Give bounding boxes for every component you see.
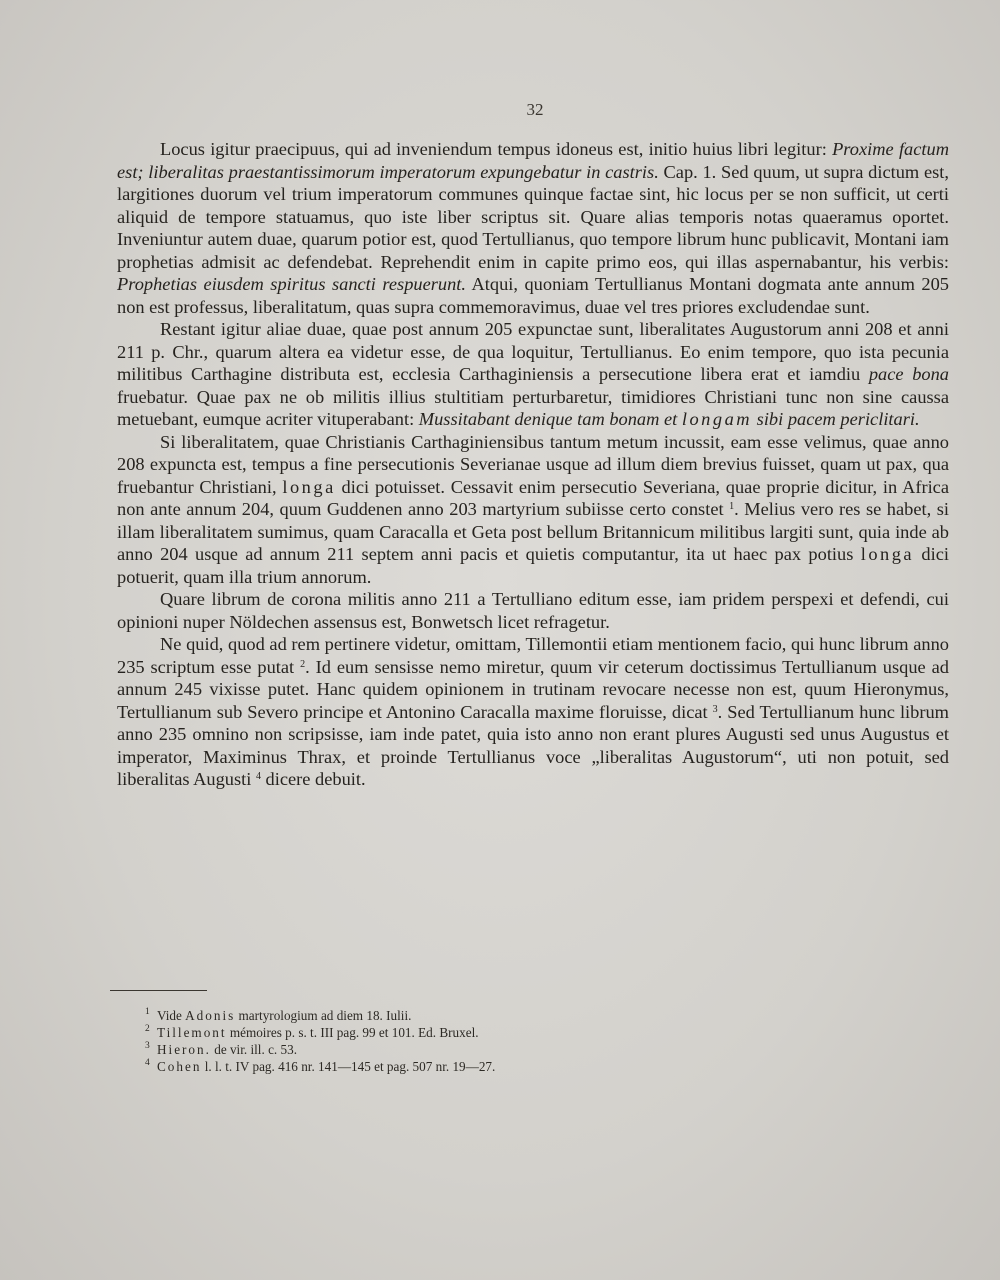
footnote-text: mémoires p. s. t. III pag. 99 et 101. Ed. Bruxel.	[226, 1025, 479, 1040]
text-run: Quare librum de corona militis anno 211 a Tertulliano editum esse, iam pridem perspexi et defendi, cui opinioni nuper Nöldechen assensus est, Bonwetsch licet refragetur.	[117, 589, 949, 632]
footnote	[145, 1058, 717, 1075]
italic-text: Prophetias eiusdem spiritus sancti respuerunt.	[117, 274, 467, 294]
italic-text: sibi pacem periclitari.	[752, 409, 920, 429]
footnote-text: de vir. ill. c. 53.	[210, 1042, 297, 1057]
footnote-author: Hieron.	[157, 1042, 211, 1057]
footnote-number: 2	[145, 1024, 150, 1034]
italic-text: pace bona	[868, 364, 949, 384]
text-run: dici potuerit, quam illa trium annorum.	[117, 544, 949, 587]
footnote	[145, 1041, 717, 1058]
text-run: fruebatur. Quae pax ne ob militis illius stultitiam perturbaretur, timidiores Christiani tunc non sine caussa metuebant, eumque acriter vituperabant:	[117, 386, 949, 429]
footnote-text: martyrologium ad diem 18. Iulii.	[235, 1008, 412, 1023]
footnote-author: Tillemont	[157, 1025, 227, 1040]
text-run: . Id eum sensisse nemo miretur, quum vir ceterum doctissimus Tertullianum usque ad annum 245 vixisse putet. Hanc quidem opinionem in trutinam revocare necesse non est, quum Hieronymus, Tertullianum sub Severo principe et Antonino Caracalla maxime floruisse, dicat	[117, 656, 950, 722]
text-run: Cap. 1. Sed quum, ut supra dictum est, largitiones duorum vel trium imperatorum communes quinque factae sint, hic locus per se non sufficit, ut certi aliquid de tempore statuamus, quo iste liber scriptus sit. Quare alias temporis notas quaeramus oportet. Inveniuntur autem duae, quarum potior est, quod Tertullianus, quo tempore librum hunc publicavit, Montani iam prophetias admisit ac defendebat. Reprehendit enim in capite primo eos, qui illas aspernabantur, his verbis:	[117, 161, 949, 272]
footnote-ref: 3	[712, 703, 718, 715]
footnotes	[145, 1007, 717, 1075]
text-run: dici potuisset. Cessavit enim persecutio Severiana, quae proprie dicitur, in Africa non ante annum 204, quum Guddenen anno 203 martyrium subiisse certo constet	[117, 476, 950, 519]
footnote-ref: 2	[300, 658, 306, 670]
footnote-author: Adonis	[185, 1008, 236, 1023]
footnote-text: Vide	[157, 1008, 186, 1023]
text-run: dicere debuit.	[260, 769, 366, 789]
footnote-text: l. l. t. IV pag. 416 nr. 141—145 et pag. 507 nr. 19—27.	[201, 1059, 496, 1074]
text-run: Ne quid, quod ad rem pertinere videtur, omittam, Tillemontii etiam mentionem facio, qui hunc librum anno 235 scriptum esse putat	[117, 634, 949, 677]
body-text	[117, 138, 949, 791]
italic-text: longam	[681, 409, 753, 429]
text-run: Atqui, quoniam Tertullianus Montani dogmata ante annum 205 non est professus, liberalitatum, quas supra commemoravimus, duae vel tres priores excludendae sunt.	[117, 274, 949, 317]
footnote-number: 1	[145, 1007, 150, 1017]
footnote	[145, 1007, 717, 1024]
italic-text: Mussitabant denique tam bonam et	[418, 409, 682, 429]
footnote-ref: 1	[729, 501, 735, 512]
footnote-number: 3	[145, 1041, 150, 1051]
paragraph	[117, 138, 949, 318]
text-run: . Sed Tertullianum hunc librum anno 235 omnino non scripsisse, iam inde patet, quia isto anno non erant plures Augusti sed unus Augustus et imperator, Maximinus Thrax, et proinde Tertullianus voce „liberalitas Augustorum“, uti non potuit, sed liberalitas Augusti	[117, 701, 949, 789]
paragraph	[117, 588, 949, 633]
text-run: . Melius vero res se habet, si illam liberalitatem sumimus, quam Caracalla et Geta post bellum Britannicum militibus largiti sunt, quia inde ab anno 204 usque ad annum 211 septem anni pacis et quietis computantur, ita ut haec pax potius	[117, 499, 950, 564]
footnote-author: Cohen	[157, 1059, 202, 1074]
text-run: Restant igitur aliae duae, quae post annum 205 expunctae sunt, liberalitates Augustorum anni 208 et anni 211 p. Chr., quarum altera ea videtur esse, de qua loquitur, Tertullianus. Eo enim tempore, quo ista pecunia militibus Carthagine distributa est, ecclesia Carthaginiensis a persecutione libera erat et iamdiu	[117, 319, 949, 384]
paragraph	[117, 318, 949, 431]
page-number: 32	[526, 100, 544, 119]
spaced-text: longa	[282, 476, 336, 497]
footnote-separator	[110, 990, 207, 991]
footnote-ref: 4	[255, 771, 261, 782]
text-run: Locus igitur praecipuus, qui ad inveniendum tempus idoneus est, initio huius libri legitur:	[160, 139, 833, 159]
footnote	[145, 1024, 717, 1041]
text-run: Si liberalitatem, quae Christianis Carthaginiensibus tantum metum incussit, eam esse velimus, quae anno 208 expuncta est, tempus a fine persecutionis Severianae usque ad illum diem brevius fuisset, quam ut pax, qua fruebantur Christiani,	[117, 431, 949, 497]
italic-text: Proxime factum est; liberalitas praestantissimorum imperatorum expungebatur in castris.	[117, 139, 949, 182]
footnote-number: 4	[145, 1058, 150, 1068]
paragraph	[117, 633, 949, 791]
spaced-text: longa	[860, 544, 915, 564]
paragraph	[117, 431, 949, 589]
